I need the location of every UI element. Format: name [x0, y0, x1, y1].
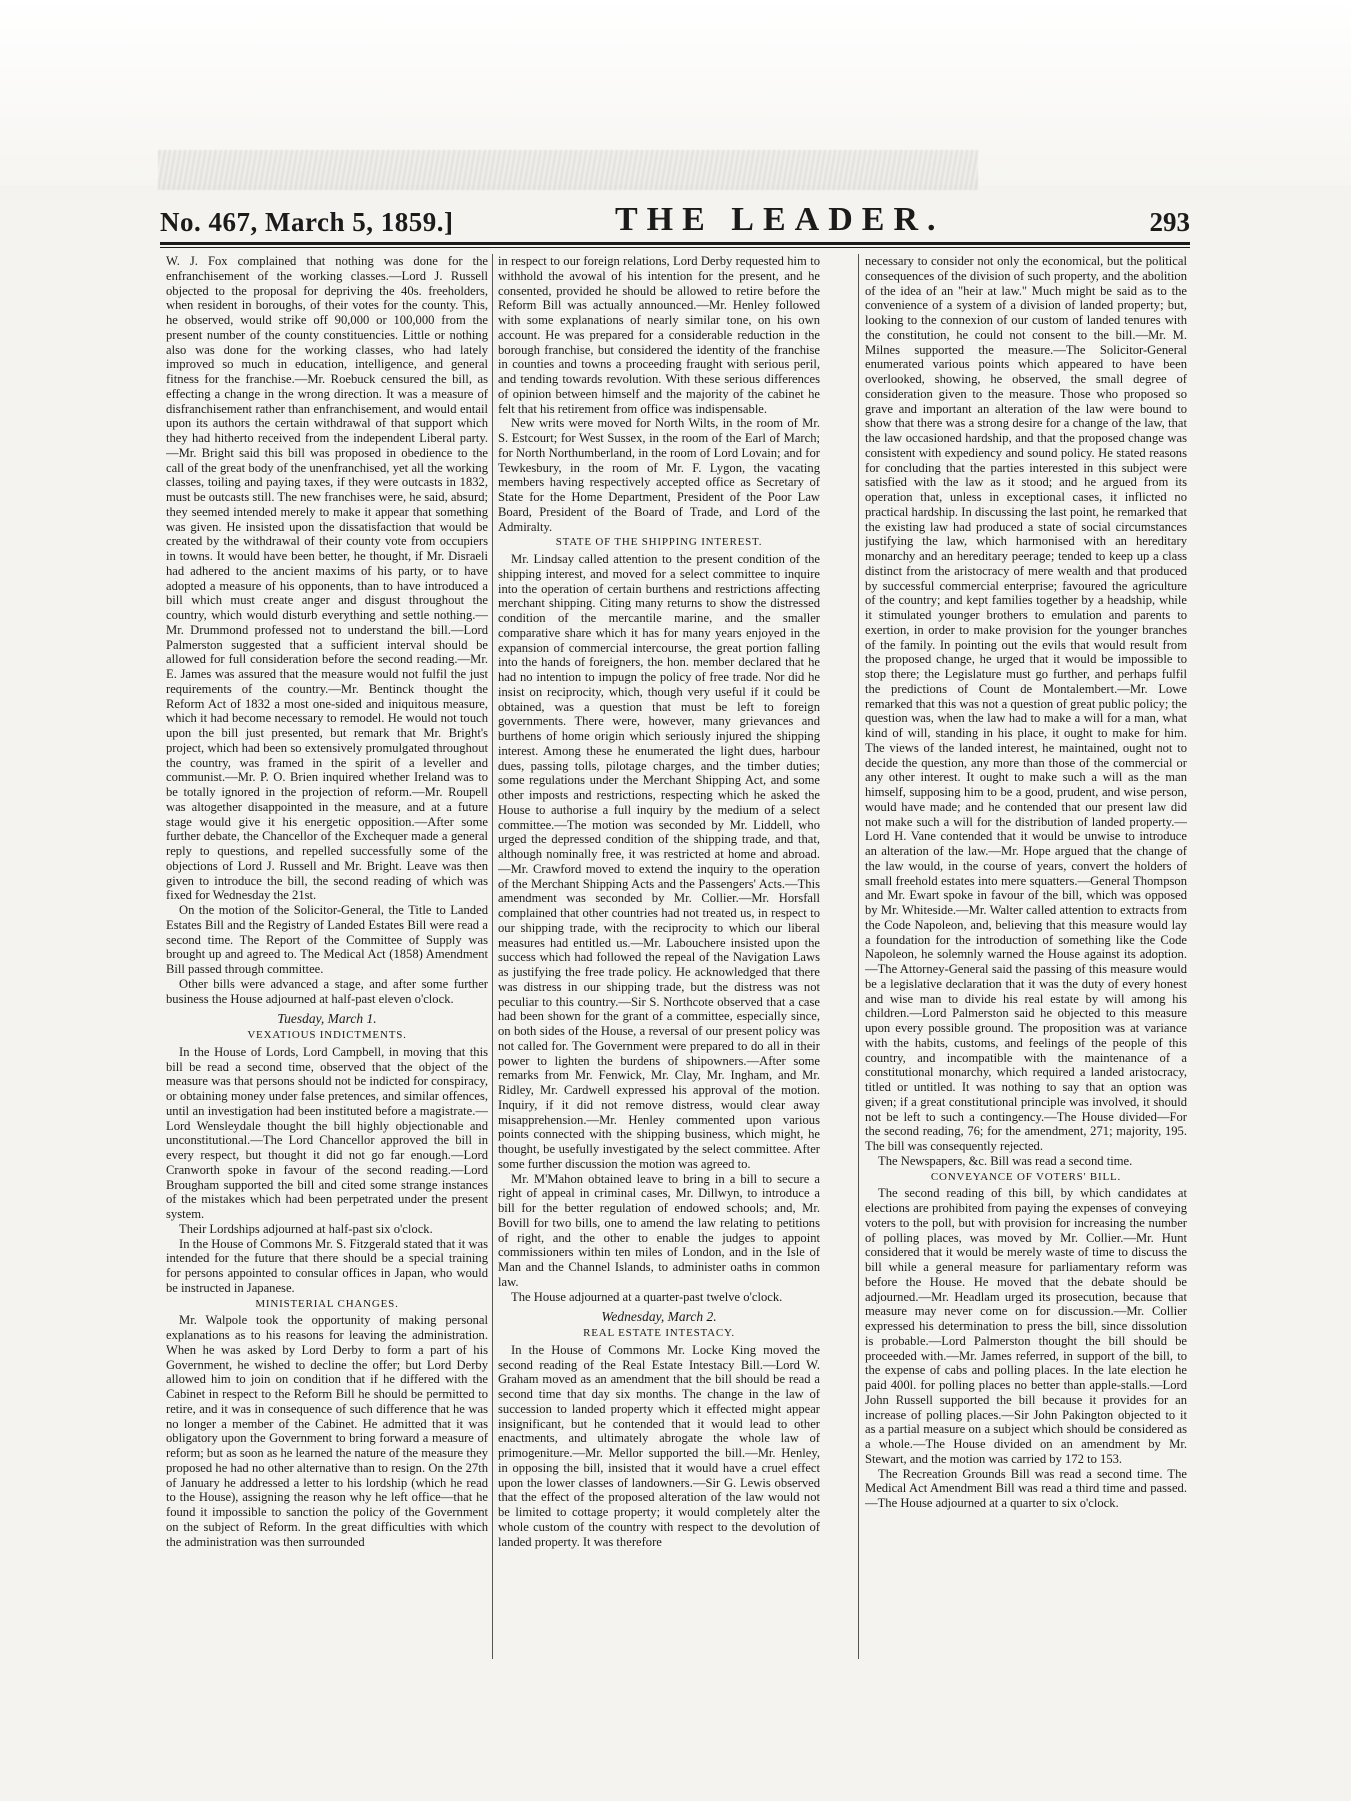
paragraph: In the House of Lords, Lord Campbell, in moving that this bill be read a second time, observed that the object of the measure was that persons should not be indicted for conspiracy, or obtaining money under false pretences, and similar offences, until an investigation had been instituted before a magistrate.—Lord Wensleydale thought the bill highly objectionable and unconstitutional.—The Lord Chancellor approved the bill in every respect, but thought it did not go far enough.—Lord Cranworth spoke in favour of the second reading.—Lord Brougham supported the bill and cited some strange instances of the mistakes which had been perpetrated under the present system. [166, 1044, 488, 1221]
paragraph: The Newspapers, &c. Bill was read a second time. [878, 1153, 1133, 1168]
dateline: Tuesday, March 1. [277, 1011, 377, 1027]
paragraph: In the House of Commons Mr. S. Fitzgerald stated that it was intended for the future that there should be a special training for persons appointed to consular offices in Japan, who would be instructed in Japanese. [166, 1236, 488, 1295]
section-heading: CONVEYANCE OF VOTERS' BILL. [930, 1170, 1122, 1183]
masthead [160, 193, 1190, 237]
paragraph: In the House of Commons Mr. Locke King moved the second reading of the Real Estate Intestacy Bill.—Lord W. Graham moved as an amendment that the bill should be read a second time that day six months. The change in the law of succession to landed property which it effected might appear insignificant, but he contended that it would lead to other enactments, and ultimately abrogate the whole law of primogeniture.—Mr. Mellor supported the bill.—Mr. Henley, in opposing the bill, insisted that it would have a cruel effect upon the lower classes of landowners.—Sir G. Lewis observed that the effect of the proposed alteration of the law would not be limited to cottage property; it would completely alter the whole custom of the country with respect to the devolution of landed property. It was therefore [498, 1342, 820, 1549]
paragraph: necessary to consider not only the economical, but the political consequences of the division of such property, and the abolition of the idea of an "heir at law." Much might be said as to the convenience of a system of a division of landed property; but, looking to the connexion of our custom of landed tenures with the constitution, he could not consent to the bill.—Mr. M. Milnes supported the measure.—The Solicitor-General enumerated various points which appeared to have been overlooked, showing, he observed, the small degree of consideration given to the measure. Those who proposed so grave and important an alteration of the law were bound to show that there was a strong desire for a change of the law, that the law occasioned hardship, and that the proposed change was consistent with expediency and sound policy. He stated reasons for concluding that the parties interested in this subject were satisfied with the law as it stood; and he argued from its operation that, unless in exceptional cases, it inflicted no practical hardship. In discussing the last point, he remarked that the existing law had produced a state of social circumstances justifying the law, which harmonised with an hereditary monarchy and an hereditary peerage; tended to keep up a class distinct from the aristocracy of mere wealth and that produced by successful commercial enterprise; favoured the agriculture of the country; and kept families together by a headship, while it stimulated younger brothers to emulation and parents to exertion, in order to make provision for the younger branches of the family. In pointing out the evils that would result from the proposed change, he urged that it would be impossible to stop there; the Legislature must go further, and perhaps fulfil the predictions of Count de Montalembert.—Mr. Lowe remarked that this was not a question of great public policy; the question was, when the law had to make a will for a man, what kind of will, standing in his place, it ought to make for him. The views of the landed interest, he maintained, ought not to decide the question, any more than those of the commercial or any other interest. It ought to make such a will as the man himself, supposing him to be a good, prudent, and wise person, would have made; and he contended that our present law did not make such a will for the distribution of landed property.—Lord H. Vane contended that it would be unwise to introduce an alteration of the law.—Mr. Hope argued that the change of the law would, in the course of years, convert the holders of small freehold estates into mere squatters.—General Thompson and Mr. Ewart spoke in favour of the bill, which was opposed by Mr. Whiteside.—Mr. Walter called attention to extracts from the Code Napoleon, and, believing that this measure would lay a foundation for the introduction of something like the Code Napoleon, he solemnly warned the House against its adoption.—The Attorney-General said the passing of this measure would be a legislative declaration that it was the duty of every honest and wise man to divide his real estate by will among his children.—Lord Palmerston said he objected to this measure upon every possible ground. The proposition was at variance with the habits, customs, and feelings of the people of this country, and incompatible with the maintenance of a constitutional monarchy, which required a landed aristocracy, titled or untitled. It was nothing to say that an option was given; if a great constitutional principle was involved, it should not be left to such a contingency.—The House divided—For the second reading, 76; for the amendment, 271; majority, 195. The bill was consequently rejected. [865, 254, 1187, 1153]
paragraph: Other bills were advanced a stage, and after some further business the House adjourned at half-past eleven o'clock. [166, 976, 488, 1006]
paragraph: Their Lordships adjourned at half-past six o'clock. [179, 1221, 433, 1236]
column-divider [858, 254, 859, 1659]
section-heading: VEXATIOUS INDICTMENTS. [247, 1029, 407, 1041]
issue-line: No. 467, March 5, 1859.] [160, 207, 454, 237]
column-3 [865, 254, 1187, 1659]
column-divider [492, 254, 493, 1659]
paragraph: The Recreation Grounds Bill was read a second time. The Medical Act Amendment Bill was read a third time and passed.—The House adjourned at a quarter to six o'clock. [865, 1466, 1187, 1510]
paragraph: in respect to our foreign relations, Lord Derby requested him to withhold the avowal of his intention for the present, and he consented, provided he should be allowed to retire before the Reform Bill was actually announced.—Mr. Henley followed with some explanations of nearly similar tone, on his own account. He was prepared for a considerable reduction in the borough franchise, but considered the identity of the franchise in counties and towns a proceeding fraught with serious peril, and tending towards revolution. With these serious differences of opinion between himself and the majority of the cabinet he felt that his retirement from office was indispensable. [498, 254, 820, 416]
section-heading: STATE OF THE SHIPPING INTEREST. [555, 536, 763, 549]
section-heading: MINISTERIAL CHANGES. [255, 1297, 399, 1310]
column-1 [166, 254, 488, 1659]
paragraph: On the motion of the Solicitor-General, the Title to Landed Estates Bill and the Registry of Landed Estates Bill were read a second time. The Report of the Committee of Supply was brought up and agreed to. The Medical Act (1858) Amendment Bill passed through committee. [166, 903, 488, 976]
section-heading: REAL ESTATE INTESTACY. [583, 1327, 735, 1339]
newspaper-title: THE LEADER. [615, 201, 945, 238]
paragraph: Mr. Lindsay called attention to the present condition of the shipping interest, and moved for a select committee to inquire into the operation of certain burthens and restrictions affecting merchant shipping. Citing many returns to show the distressed condition of the mercantile marine, and the smaller comparative share which it has for many years enjoyed in the expansion of commercial intercourse, the great portion falling into the hands of foreigners, the hon. member declared that he had no intention to impugn the policy of free trade. Nor did he insist on reciprocity, which, though very useful if it could be obtained, was a question that must be left to foreign governments. There were, however, many grievances and burthens of home origin which seriously injured the shipping interest. Among these he enumerated the light dues, harbour dues, passing tolls, pilotage charges, and the timber duties; some regulations under the Merchant Shipping Act, and some other imposts and restrictions, respecting which he asked the House to authorise a full inquiry by the medium of a select committee.—The motion was seconded by Mr. Liddell, who urged the depressed condition of the shipping trade, and that, although nominally free, it was restricted at home and abroad.—Mr. Crawford moved to extend the inquiry to the operation of the Merchant Shipping Acts and the Passengers' Acts.—This amendment was seconded by Mr. Collier.—Mr. Horsfall complained that other countries had not treated us, in respect to our shipping trade, with the reciprocity to which our liberal measures had entitled us.—Mr. Labouchere insisted upon the success which had followed the repeal of the Navigation Laws as justifying the free trade policy. He acknowledged that there was distress in our shipping trade, but the distress was not peculiar to this country.—Sir S. Northcote observed that a case had been shown for the grant of a committee, especially since, on both sides of the House, a reversal of our present policy was not called for. The Government were prepared to do all in their power to lighten the burdens of shipowners.—After some remarks from Mr. Fenwick, Mr. Clay, Mr. Ingham, and Mr. Ridley, Mr. Cardwell expressed his approval of the motion. Inquiry, if it did not remove distress, would clear away misapprehension.—Mr. Henley commented upon various points connected with the shipping business, which might, he thought, be usefully investigated by the select committee. After some further discussion the motion was agreed to. [498, 552, 820, 1171]
paragraph: Mr. Walpole took the opportunity of making personal explanations as to his reasons for leaving the administration. When he was asked by Lord Derby to form a part of his Government, he wished to decline the offer; but Lord Derby allowed him to join on condition that if he differed with the Cabinet in respect to the Reform Bill he should be permitted to retire, and it was in consequence of such difference that he was no longer a member of the Cabinet. He admitted that it was obligatory upon the Government to bring forward a measure of reform; but as soon as he learned the nature of the measure they proposed he had no other alternative than to resign. On the 27th of January he addressed a letter to his lordship (which he read to the House), assigning the reason why he left office—that he found it impossible to sanction the policy of the Government on the subject of Reform. In the great difficulties with which the administration was then surrounded [166, 1313, 488, 1549]
masthead-rule-thin [160, 247, 1190, 248]
page-number: 293 [1149, 207, 1190, 237]
dateline: Wednesday, March 2. [601, 1309, 717, 1325]
column-2 [498, 254, 820, 1659]
paragraph: The House adjourned at a quarter-past twelve o'clock. [511, 1289, 783, 1304]
scan-smudge [158, 150, 978, 190]
paragraph: The second reading of this bill, by which candidates at elections are prohibited from paying the expenses of conveying voters to the poll, but with provision for increasing the number of polling places, was moved by Mr. Collier.—Mr. Hunt considered that it would be merely waste of time to discuss the bill while a general measure for parliamentary reform was before the House. He moved that the debate should be adjourned.—Mr. Headlam urged its prosecution, because that measure may never come on for discussion.—Mr. Collier expressed his determination to press the bill, since dissolution is probable.—Lord Palmerston thought the bill should be proceeded with.—Mr. James referred, in support of the bill, to the expense of cabs and polling places. In the late election he paid 400l. for polling places no better than apple-stalls.—Lord John Russell supported the bill because it provides for an increase of polling places.—Sir John Pakington objected to it as a partial measure on a subject which should be considered as a whole.—The House divided on an amendment by Mr. Stewart, and the motion was carried by 172 to 153. [865, 1186, 1187, 1466]
paragraph: New writs were moved for North Wilts, in the room of Mr. S. Estcourt; for West Sussex, in the room of the Earl of March; for North Northumberland, in the room of Lord Lovain; and for Tewkesbury, in the room of Mr. F. Lygon, the vacating members having respectively accepted office as Secretary of State for the Home Department, President of the Poor Law Board, President of the Board of Trade, and Lord of the Admiralty. [498, 416, 820, 534]
paragraph: Mr. M'Mahon obtained leave to bring in a bill to secure a right of appeal in criminal cases, Mr. Dillwyn, to introduce a bill for the better regulation of endowed schools; and, Mr. Bovill for two bills, one to amend the law relating to petitions of right, and the other to enable the judges to appoint commissioners within ten miles of London, and in the Isle of Man and the Channel Islands, to administer oaths in common law. [498, 1171, 820, 1289]
paragraph: W. J. Fox complained that nothing was done for the enfranchisement of the working classes.—Lord J. Russell objected to the proposal for depriving the 40s. freeholders, when resident in boroughs, of their votes for the county. This, he observed, would strike off 90,000 or 100,000 from the present number of the county constituencies. Little or nothing also was done for the working classes, who had lately improved so much in education, intelligence, and general fitness for the franchise.—Mr. Roebuck censured the bill, as effecting a change in the wrong direction. It was a measure of disfranchisement rather than enfranchisement, and would entail upon its authors the certain withdrawal of that support which they had hitherto received from the independent Liberal party.—Mr. Bright said this bill was proposed in obedience to the call of the great body of the unenfranchised, yet all the working classes, toiling and paying taxes, if they were outcasts in 1832, must be outcasts still. The new franchises were, he said, absurd; they seemed intended merely to make it appear that something was given. He insisted upon the dissatisfaction that would be created by the withdrawal of their county vote from occupiers in towns. It would have been better, he thought, if Mr. Disraeli had adhered to the ancient maxims of his party, or to have adopted a measure of his opponents, than to have introduced a bill which must create anger and disgust throughout the country, which would disturb everything and settle nothing.—Mr. Drummond professed not to understand the bill.—Lord Palmerston suggested that a sufficient interval should be allowed for full consideration before the second reading.—Mr. E. James was assured that the measure would not fulfil the just requirements of the country.—Mr. Bentinck thought the Reform Act of 1832 a most one-sided and iniquitous measure, which it had become necessary to remodel. He would not touch upon the bill just presented, but remark that Mr. Bright's project, which had been so extensively promulgated throughout the country, was framed in the spirit of a leveller and communist.—Mr. P. O. Brien inquired whether Ireland was to be totally ignored in the projection of reform.—Mr. Roupell was altogether disappointed in the measure, and at a future stage would give it his energetic opposition.—After some further debate, the Chancellor of the Exchequer made a general reply to questions, and repelled successfully some of the objections of Lord J. Russell and Mr. Bright. Leave was then given to introduce the bill, the second reading of which was fixed for Wednesday the 21st. [166, 254, 488, 903]
masthead-rule [160, 242, 1190, 245]
